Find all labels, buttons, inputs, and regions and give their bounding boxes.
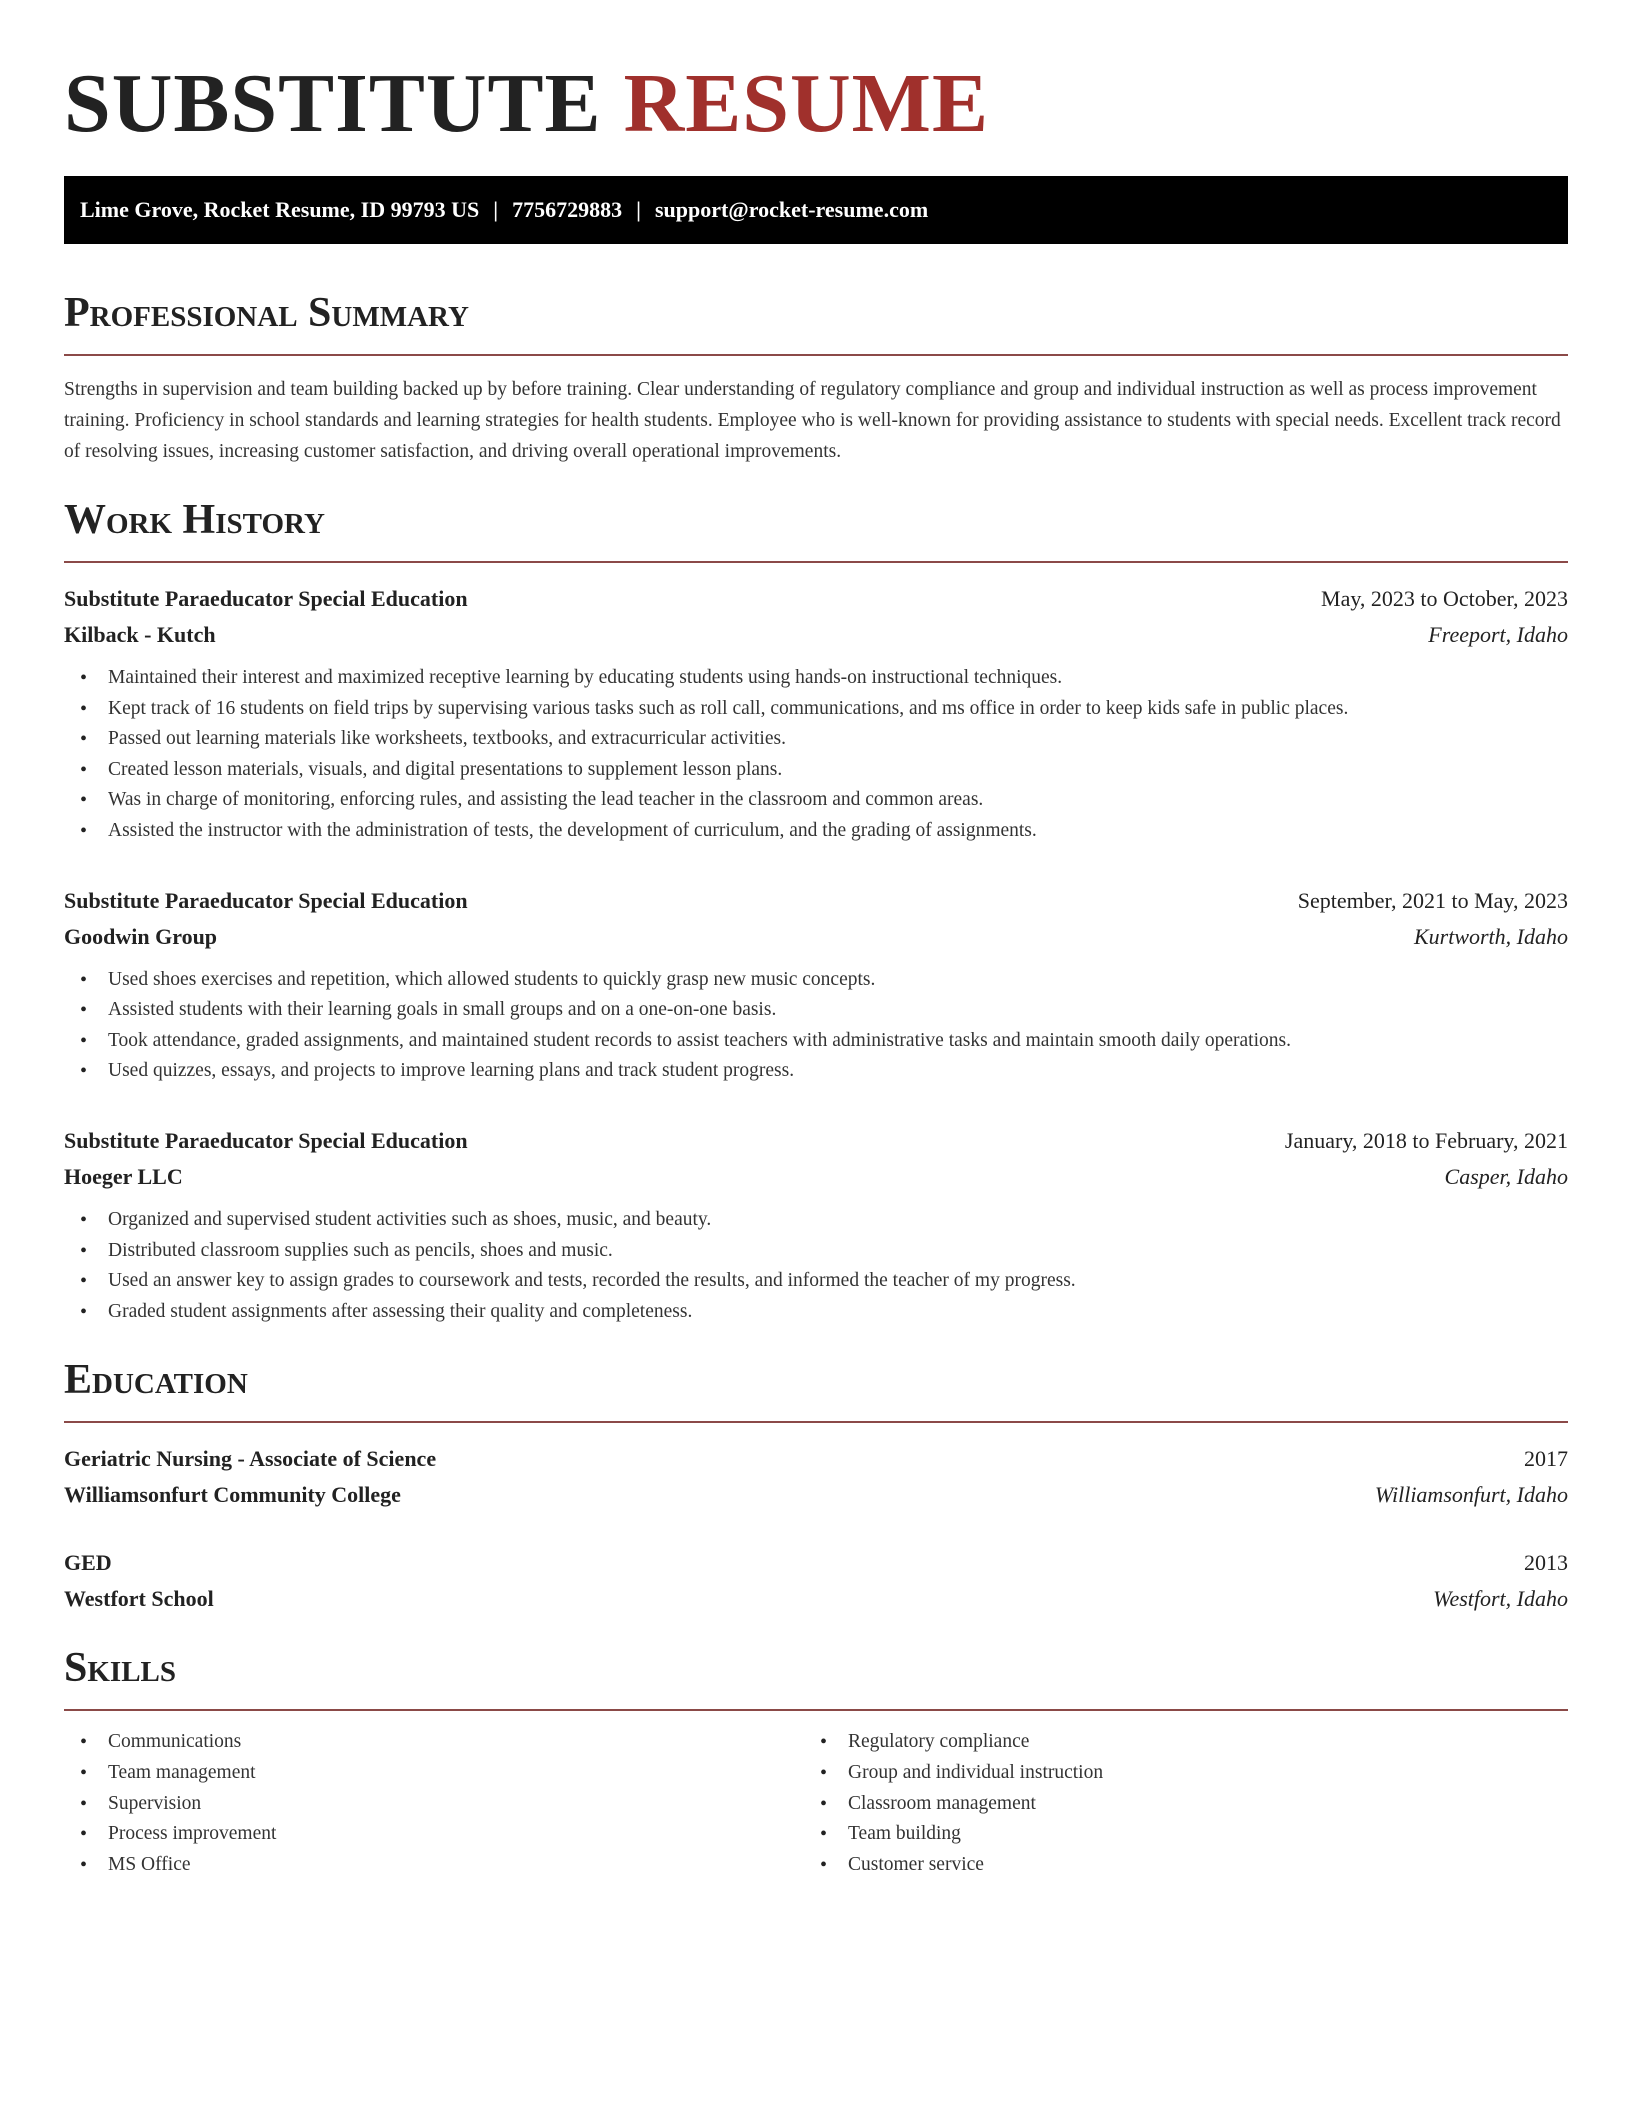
education-heading: Education bbox=[64, 1357, 248, 1404]
skills-columns bbox=[64, 1727, 1568, 1880]
contact-bar bbox=[64, 176, 1568, 244]
job-company-row bbox=[64, 919, 1568, 955]
skills-section bbox=[64, 1643, 1568, 1880]
title-main: SUBSTITUTE bbox=[64, 57, 602, 150]
section-divider bbox=[64, 354, 1568, 356]
work-history-section bbox=[64, 495, 1568, 1327]
education-school: Williamsonfurt Community College bbox=[64, 1482, 401, 1508]
job-bullet: • Created lesson materials, visuals, and digital presentations to supplement lesson plans. bbox=[64, 755, 1568, 786]
education-location: Westfort, Idaho bbox=[1433, 1586, 1568, 1612]
skill-item: • MS Office bbox=[64, 1850, 804, 1881]
education-location: Williamsonfurt, Idaho bbox=[1374, 1482, 1568, 1508]
skill-item: • Process improvement bbox=[64, 1819, 804, 1850]
contact-email: support@rocket-resume.com bbox=[654, 197, 929, 222]
job-entry bbox=[64, 883, 1568, 1087]
job-bullet: • Distributed classroom supplies such as pencils, shoes and music. bbox=[64, 1236, 1568, 1267]
section-divider bbox=[64, 1709, 1568, 1711]
job-dates: January, 2018 to February, 2021 bbox=[1284, 1127, 1568, 1153]
skill-item: • Customer service bbox=[804, 1850, 1544, 1881]
job-header-row bbox=[64, 581, 1568, 617]
job-location: Freeport, Idaho bbox=[1428, 622, 1568, 647]
section-divider bbox=[64, 561, 1568, 563]
skills-list-right bbox=[804, 1727, 1544, 1880]
job-header-row bbox=[64, 883, 1568, 919]
job-bullet: • Passed out learning materials like worksheets, textbooks, and extracurricular activities. bbox=[64, 724, 1568, 755]
resume-page bbox=[64, 56, 1568, 1880]
job-bullet: • Kept track of 16 students on field trips by supervising various tasks such as roll call, communications, and ms office in order to keep kids safe in public places. bbox=[64, 694, 1568, 725]
education-degree: Geriatric Nursing - Associate of Science bbox=[64, 1446, 437, 1472]
summary-heading: Professional Summary bbox=[64, 290, 469, 336]
job-bullets bbox=[64, 1205, 1568, 1327]
job-bullets bbox=[64, 965, 1568, 1087]
job-dates: September, 2021 to May, 2023 bbox=[1297, 887, 1568, 913]
education-entry bbox=[64, 1545, 1568, 1617]
education-school-row bbox=[64, 1581, 1568, 1617]
contact-separator: | bbox=[493, 197, 499, 222]
skills-list-left bbox=[64, 1727, 804, 1880]
job-entry bbox=[64, 1123, 1568, 1327]
job-bullet: • Organized and supervised student activities such as shoes, music, and beauty. bbox=[64, 1205, 1568, 1236]
education-entry bbox=[64, 1441, 1568, 1513]
job-bullet: • Used quizzes, essays, and projects to improve learning plans and track student progress. bbox=[64, 1056, 1568, 1087]
contact-address: Lime Grove, Rocket Resume, ID 99793 US bbox=[80, 197, 480, 222]
job-bullet: • Maintained their interest and maximized receptive learning by educating students using hands-on instructional techniques. bbox=[64, 663, 1568, 694]
education-year: 2017 bbox=[1524, 1446, 1568, 1472]
skill-item: • Team management bbox=[64, 1758, 804, 1789]
skill-item: • Regulatory compliance bbox=[804, 1727, 1544, 1758]
job-header-row bbox=[64, 1123, 1568, 1159]
summary-section bbox=[64, 288, 1568, 467]
education-year: 2013 bbox=[1524, 1550, 1568, 1576]
skill-item: • Supervision bbox=[64, 1789, 804, 1820]
job-location: Kurtworth, Idaho bbox=[1413, 923, 1568, 949]
job-bullet: • Was in charge of monitoring, enforcing rules, and assisting the lead teacher in the classroom and common areas. bbox=[64, 785, 1568, 816]
section-divider bbox=[64, 1421, 1568, 1423]
job-company: Goodwin Group bbox=[64, 923, 218, 949]
job-title: Substitute Paraeducator Special Education bbox=[64, 1127, 468, 1153]
education-degree: GED bbox=[64, 1550, 112, 1576]
job-company-row bbox=[64, 617, 1568, 653]
job-company: Hoeger LLC bbox=[64, 1163, 183, 1189]
skill-item: • Communications bbox=[64, 1727, 804, 1758]
job-title: Substitute Paraeducator Special Education bbox=[64, 887, 468, 913]
skill-item: • Team building bbox=[804, 1819, 1544, 1850]
contact-separator: | bbox=[636, 197, 641, 222]
skill-item: • Classroom management bbox=[804, 1789, 1544, 1820]
education-degree-row bbox=[64, 1441, 1568, 1477]
skill-item: • Group and individual instruction bbox=[804, 1758, 1544, 1789]
job-bullet: • Assisted the instructor with the administration of tests, the development of curriculum, and the grading of assignments. bbox=[64, 816, 1568, 847]
job-location: Casper, Idaho bbox=[1444, 1163, 1568, 1189]
education-school: Westfort School bbox=[64, 1586, 214, 1612]
job-entry bbox=[64, 581, 1568, 847]
education-degree-row bbox=[64, 1545, 1568, 1581]
work-history-heading: Work History bbox=[64, 497, 325, 543]
title-accent: RESUME bbox=[623, 57, 989, 150]
job-company-row bbox=[64, 1159, 1568, 1195]
skills-heading: Skills bbox=[64, 1645, 177, 1692]
job-title: Substitute Paraeducator Special Education bbox=[64, 586, 468, 611]
job-bullet: • Used shoes exercises and repetition, which allowed students to quickly grasp new music concepts. bbox=[64, 965, 1568, 996]
job-bullet: • Took attendance, graded assignments, and maintained student records to assist teachers with administrative tasks and maintain smooth daily operations. bbox=[64, 1026, 1568, 1057]
contact-phone: 7756729883 bbox=[512, 197, 623, 222]
summary-text: Strengths in supervision and team building backed up by before training. Clear understanding of regulatory compliance and group and individual instruction as well as process improvement training. Proficiency in school standards and learning strategies for health students. Employee who is well-known for providing assistance to students with special needs. Excellent track record of resolving issues, increasing customer satisfaction, and driving overall operational improvements. bbox=[64, 379, 1561, 462]
resume-title bbox=[64, 56, 1568, 152]
job-bullet: • Used an answer key to assign grades to coursework and tests, recorded the results, and informed the teacher of my progress. bbox=[64, 1266, 1568, 1297]
education-section bbox=[64, 1355, 1568, 1617]
education-school-row bbox=[64, 1477, 1568, 1513]
job-dates: May, 2023 to October, 2023 bbox=[1321, 586, 1568, 611]
job-bullet: • Graded student assignments after assessing their quality and completeness. bbox=[64, 1297, 1568, 1328]
job-bullet: • Assisted students with their learning goals in small groups and on a one-on-one basis. bbox=[64, 995, 1568, 1026]
job-company: Kilback - Kutch bbox=[64, 622, 216, 647]
job-bullets bbox=[64, 663, 1568, 847]
